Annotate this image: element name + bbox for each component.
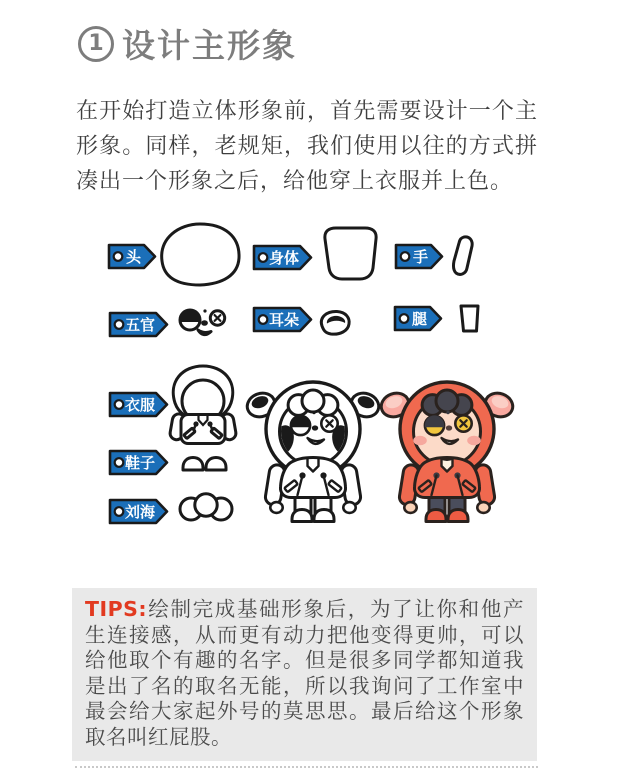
- lineart-right-shoe: [314, 510, 334, 522]
- tips-label: TIPS:: [85, 597, 148, 621]
- tag-leg-label: 腿: [411, 310, 428, 328]
- tag-bangs-label: 刘海: [124, 503, 156, 521]
- brow-dot: [203, 309, 206, 312]
- colored-left-shoe: [426, 510, 446, 522]
- tag-head-label: 头: [125, 248, 142, 266]
- tag-bullet-dot: [115, 320, 124, 329]
- tag-bullet-dot: [114, 252, 123, 261]
- lineart-right-hand: [343, 502, 355, 513]
- nose-dot: [201, 320, 208, 326]
- tag-clothes: [110, 393, 167, 416]
- character-lineart: [244, 382, 382, 522]
- character-colored: [378, 382, 516, 522]
- tag-head: [109, 245, 155, 268]
- lineart-left-hand: [270, 502, 282, 513]
- shoes-drawing: [183, 458, 226, 471]
- tag-bullet-dot: [115, 400, 124, 409]
- tag-leg: [395, 307, 441, 330]
- parts-diagram-svg: [57, 219, 557, 554]
- bangs-drawing: [180, 494, 232, 520]
- tag-bullet-dot: [259, 315, 268, 324]
- colored-right-hand: [477, 502, 489, 513]
- tag-bangs: [110, 500, 167, 523]
- clothes-drawing: [169, 366, 237, 444]
- tag-shoes-label: 鞋子: [124, 454, 156, 472]
- tag-body: [254, 246, 311, 269]
- tag-clothes-label: 衣服: [124, 396, 156, 414]
- lineart-brow-dot: [312, 411, 315, 414]
- body-shape-drawing: [325, 228, 376, 279]
- lineart-left-shoe: [292, 510, 312, 522]
- tag-ear: [254, 308, 311, 331]
- colored-brow-dot: [446, 411, 449, 414]
- page-title: 设计主形象: [122, 26, 297, 65]
- tag-features: [110, 313, 167, 336]
- colored-right-shoe: [448, 510, 468, 522]
- intro-paragraph: 在开始打造立体形象前，首先需要设计一个主形象。同样，老规矩，我们使用以往的方式拼凑出一个形象之后，给他穿上衣服并上色。: [76, 99, 538, 194]
- tips-text: 绘制完成基础形象后，为了让你和他产生连接感，从而更有动力把他变得更帅，可以给他取个有趣的名字。但是很多同学都知道我是出了名的取名无能，所以我询问了工作室中最会给大家起外号的莫思思。最后给这个形象取名叫红屁股。: [85, 597, 524, 749]
- colored-left-hand: [404, 502, 416, 513]
- lineart-nose: [312, 425, 318, 430]
- tag-features-label: 五官: [124, 316, 156, 334]
- head-shape-drawing: [162, 224, 239, 285]
- tag-bullet-dot: [115, 458, 124, 467]
- colored-left-cheek: [413, 436, 427, 446]
- tag-hand-label: 手: [412, 248, 429, 266]
- tag-ear-label: 耳朵: [268, 311, 300, 329]
- section-heading: [78, 20, 297, 67]
- leg-shape-drawing: [461, 306, 478, 331]
- colored-nose: [446, 425, 452, 430]
- circled-number-badge: 1: [78, 26, 114, 62]
- colored-right-cheek: [467, 436, 481, 446]
- hand-shape-drawing: [453, 237, 472, 275]
- tips-box: [72, 588, 537, 761]
- character-parts-diagram: [57, 219, 557, 554]
- tag-bullet-dot: [259, 253, 268, 262]
- facial-features-drawing: [180, 309, 225, 334]
- tag-shoes: [110, 451, 167, 474]
- dotted-divider: [75, 766, 538, 768]
- tag-bullet-dot: [115, 507, 124, 516]
- tag-bullet-dot: [400, 314, 409, 323]
- tag-hand: [396, 245, 442, 268]
- tag-bullet-dot: [401, 252, 410, 261]
- tag-body-label: 身体: [268, 249, 300, 267]
- ear-shape-drawing: [321, 311, 349, 334]
